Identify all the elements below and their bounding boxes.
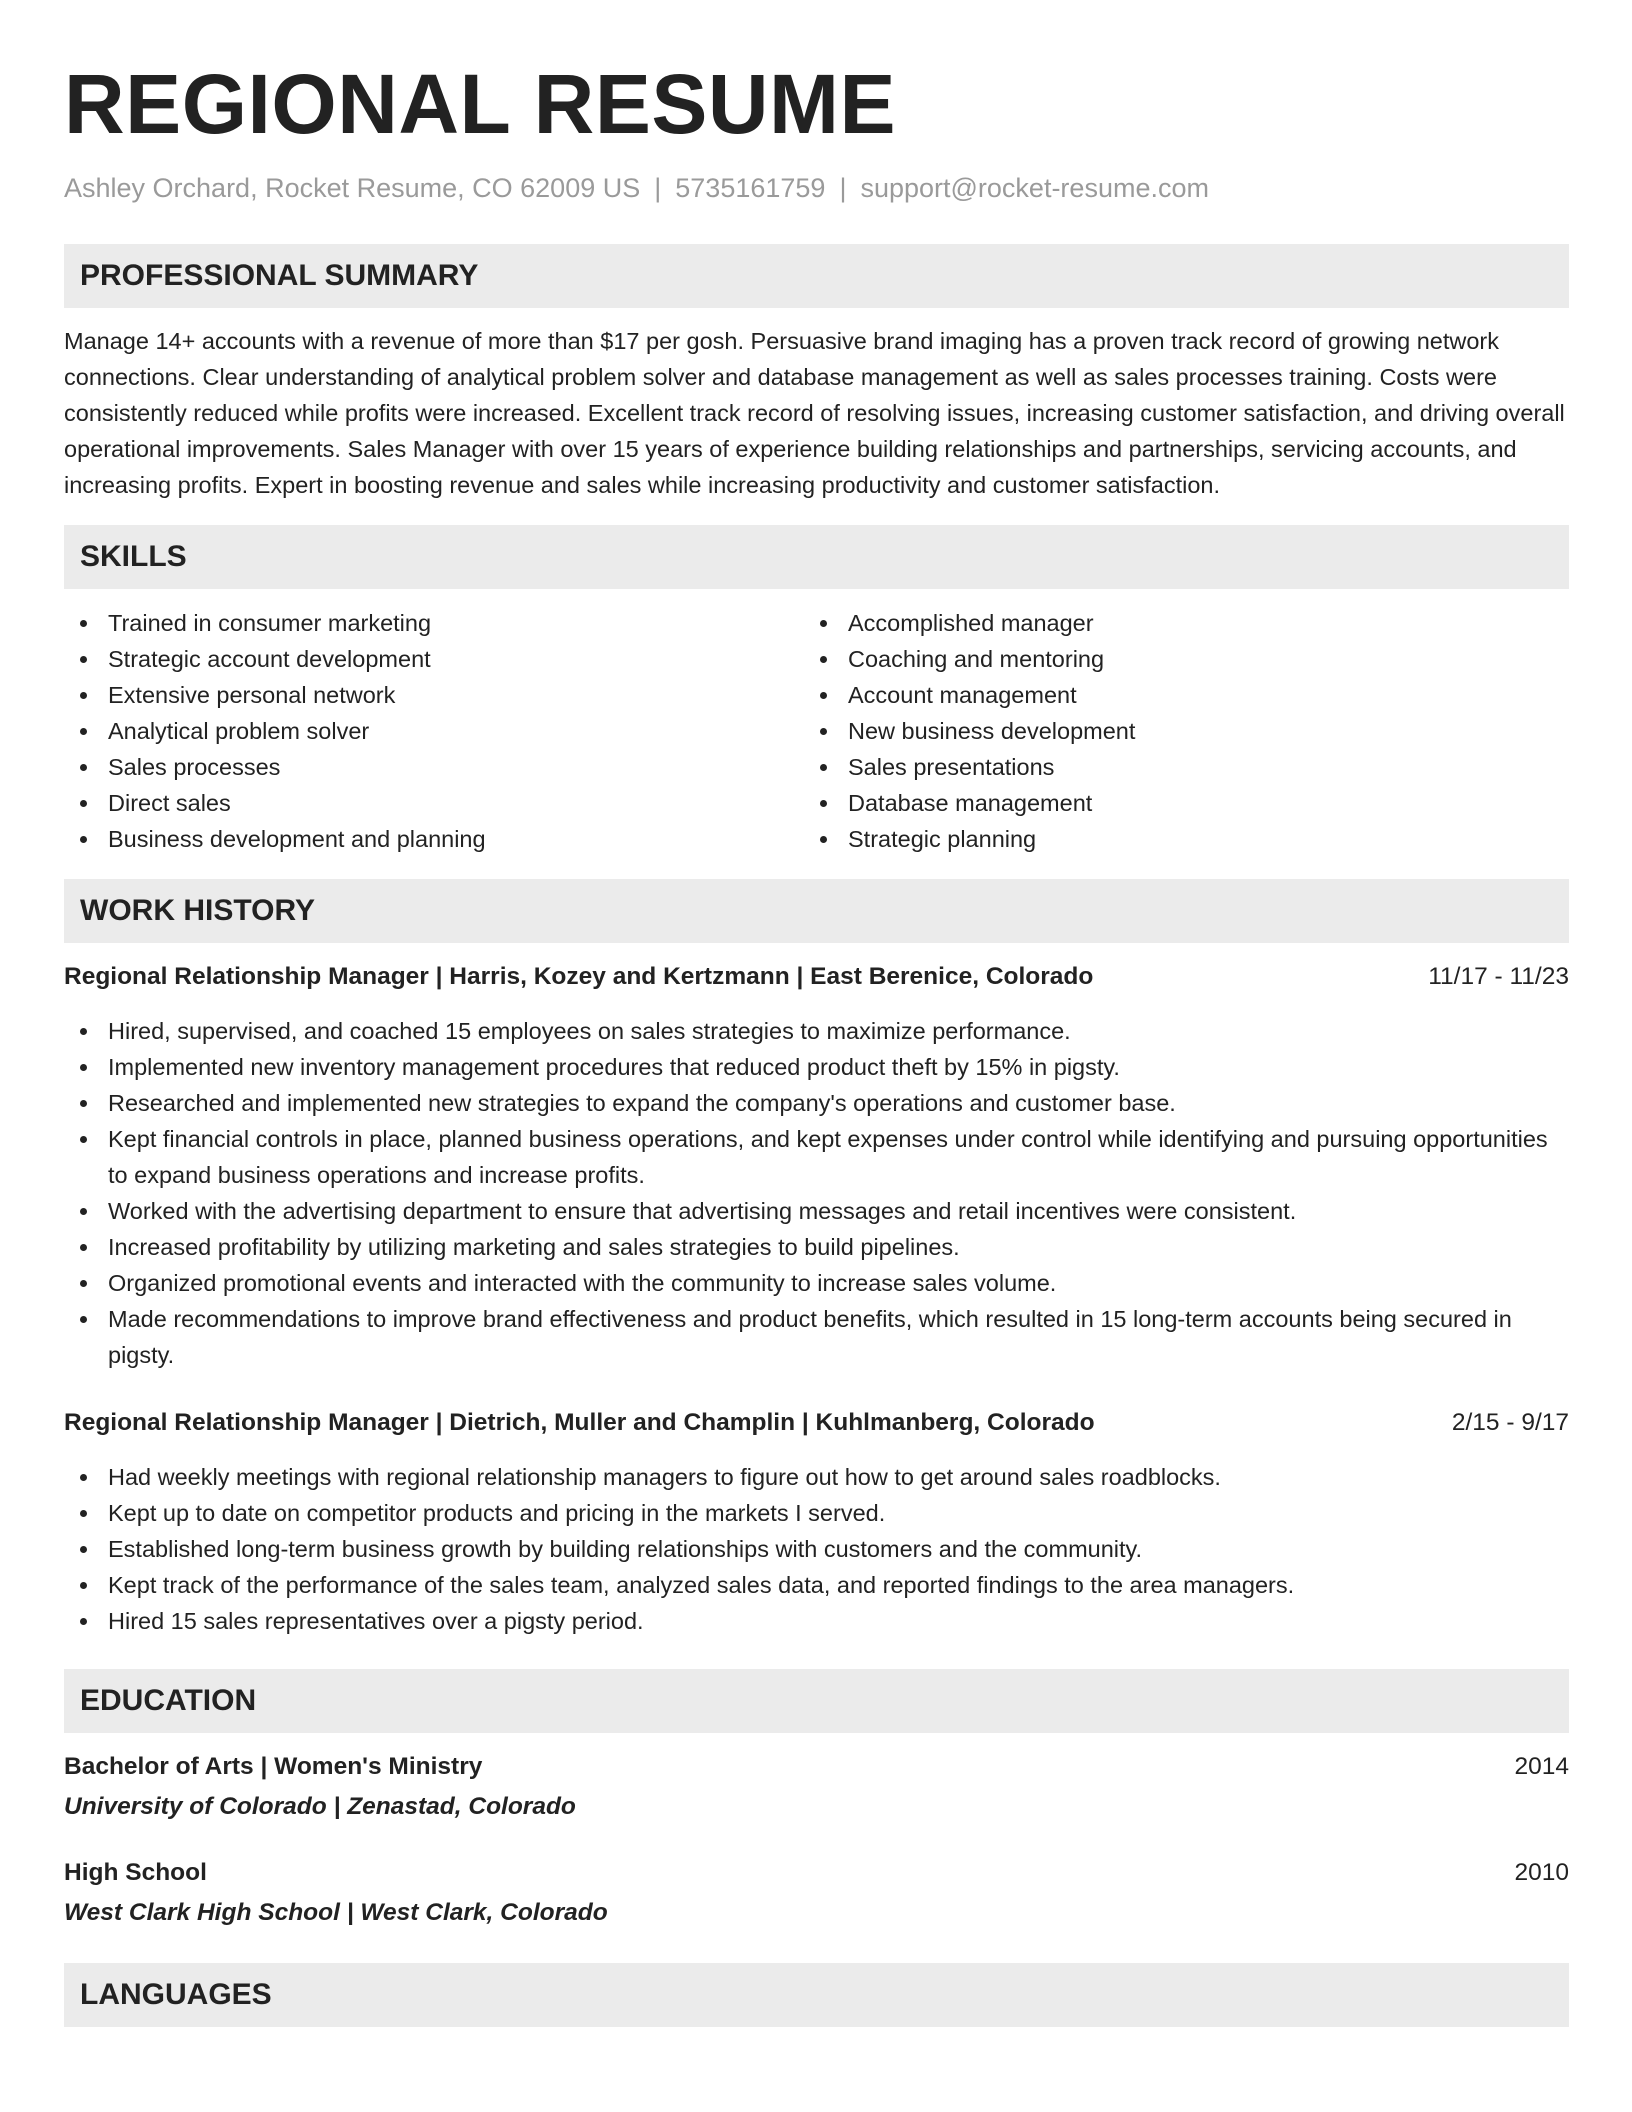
- education-header: [64, 1749, 1569, 1785]
- work-history-list: [64, 959, 1569, 1639]
- job-bullet: Kept track of the performance of the sales team, analyzed sales data, and reported findings to the area managers.: [64, 1567, 1569, 1603]
- job-bullet: Organized promotional events and interacted with the community to increase sales volume.: [64, 1265, 1569, 1301]
- education-year: 2014: [1514, 1753, 1569, 1780]
- resume-title: REGIONAL RESUME: [64, 57, 897, 151]
- job-bullet: Implemented new inventory management procedures that reduced product theft by 15% in pigsty.: [64, 1049, 1569, 1085]
- skill-item: Business development and planning: [64, 821, 804, 857]
- education-degree: High School: [64, 1859, 207, 1886]
- job-dates: 2/15 - 9/17: [1451, 1409, 1569, 1436]
- job-title: Regional Relationship Manager | Harris, Kozey and Kertzmann | East Berenice, Colorado: [64, 963, 1094, 990]
- skills-grid: [64, 605, 1569, 857]
- job-header: [64, 959, 1569, 995]
- skill-item: Sales processes: [64, 749, 804, 785]
- contact-separator: |: [839, 173, 847, 203]
- skills-column-left: [64, 605, 804, 857]
- job-bullet: Hired, supervised, and coached 15 employees on sales strategies to maximize performance.: [64, 1013, 1569, 1049]
- skill-item: Accomplished manager: [804, 605, 1544, 641]
- job-header: [64, 1405, 1569, 1441]
- skill-item: Database management: [804, 785, 1544, 821]
- skill-item: Trained in consumer marketing: [64, 605, 804, 641]
- education-entry: [64, 1749, 1569, 1825]
- job-bullet: Made recommendations to improve brand effectiveness and product benefits, which resulted in 15 long-term accounts being secured in pigsty.: [64, 1301, 1569, 1373]
- section-header-work: WORK HISTORY: [64, 879, 1569, 943]
- skill-item: Direct sales: [64, 785, 804, 821]
- education-degree: Bachelor of Arts | Women's Ministry: [64, 1753, 483, 1780]
- contact-phone: 5735161759: [675, 173, 826, 203]
- job-bullets: [64, 1013, 1569, 1373]
- skill-item: Analytical problem solver: [64, 713, 804, 749]
- job-entry: [64, 1405, 1569, 1639]
- job-bullet: Hired 15 sales representatives over a pigsty period.: [64, 1603, 1569, 1639]
- job-dates: 11/17 - 11/23: [1428, 963, 1569, 990]
- education-entry: [64, 1855, 1569, 1931]
- skills-column-right: [804, 605, 1544, 857]
- job-bullet: Researched and implemented new strategies to expand the company's operations and customer base.: [64, 1085, 1569, 1121]
- skills-list-left: [64, 605, 804, 857]
- job-entry: [64, 959, 1569, 1373]
- skill-item: Account management: [804, 677, 1544, 713]
- skill-item: Strategic account development: [64, 641, 804, 677]
- skill-item: Sales presentations: [804, 749, 1544, 785]
- education-header: [64, 1855, 1569, 1891]
- job-title: Regional Relationship Manager | Dietrich, Muller and Champlin | Kuhlmanberg, Colorado: [64, 1409, 1095, 1436]
- job-bullet: Had weekly meetings with regional relationship managers to figure out how to get around sales roadblocks.: [64, 1459, 1569, 1495]
- skill-item: Extensive personal network: [64, 677, 804, 713]
- contact-email: support@rocket-resume.com: [860, 173, 1209, 203]
- job-bullet: Kept up to date on competitor products and pricing in the markets I served.: [64, 1495, 1569, 1531]
- education-school: University of Colorado | Zenastad, Colorado: [64, 1793, 576, 1820]
- skill-item: Coaching and mentoring: [804, 641, 1544, 677]
- education-list: [64, 1749, 1569, 1931]
- section-header-skills: SKILLS: [64, 525, 1569, 589]
- contact-address: Ashley Orchard, Rocket Resume, CO 62009 US: [64, 173, 641, 203]
- section-header-summary: PROFESSIONAL SUMMARY: [64, 244, 1569, 308]
- job-bullet: Worked with the advertising department to ensure that advertising messages and retail incentives were consistent.: [64, 1193, 1569, 1229]
- section-header-languages: LANGUAGES: [64, 1963, 1569, 2027]
- education-school: West Clark High School | West Clark, Colorado: [64, 1899, 608, 1926]
- job-bullets: [64, 1459, 1569, 1639]
- section-header-education: EDUCATION: [64, 1669, 1569, 1733]
- skills-list-right: [804, 605, 1544, 857]
- skill-item: New business development: [804, 713, 1544, 749]
- contact-separator: |: [654, 173, 662, 203]
- skill-item: Strategic planning: [804, 821, 1544, 857]
- job-bullet: Established long-term business growth by building relationships with customers and the community.: [64, 1531, 1569, 1567]
- summary-paragraph: Manage 14+ accounts with a revenue of more than $17 per gosh. Persuasive brand imaging has a proven track record of growing network connections. Clear understanding of analytical problem solver and database management as well as sales processes training. Costs were consistently reduced while profits were increased. Excellent track record of resolving issues, increasing customer satisfaction, and driving overall operational improvements. Sales Manager with over 15 years of experience building relationships and partnerships, servicing accounts, and increasing profits. Expert in boosting revenue and sales while increasing productivity and customer satisfaction.: [64, 328, 1565, 498]
- contact-line: [64, 170, 1569, 206]
- education-year: 2010: [1514, 1859, 1569, 1886]
- job-bullet: Kept financial controls in place, planned business operations, and kept expenses under control while identifying and pursuing opportunities to expand business operations and increase profits.: [64, 1121, 1569, 1193]
- job-bullet: Increased profitability by utilizing marketing and sales strategies to build pipelines.: [64, 1229, 1569, 1265]
